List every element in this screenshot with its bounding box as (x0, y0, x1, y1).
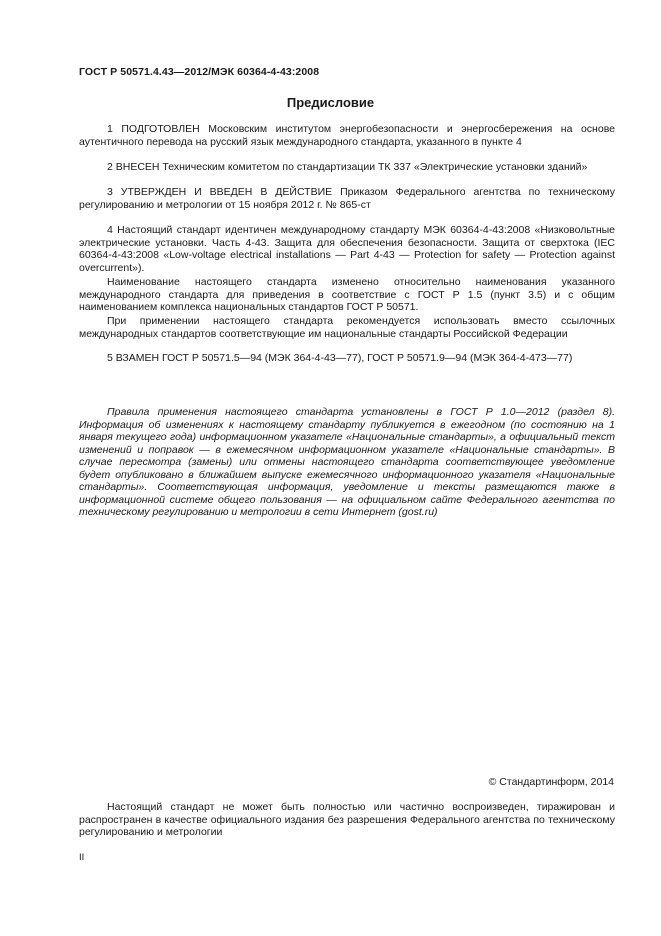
application-rules-notice: Правила применения настоящего стандарта установлены в ГОСТ Р 1.0—2012 (раздел 8). Информация об изменениях к настоящему стандарту публикуется в ежегодном (по состоянию на 1 января текущего года) информационном указателе «Национальные стандарты», а официальный текст изменений и поправок — в ежемесячном информационном указателе «Национальные стандарты». В случае пересмотра (замены) или отмены настоящего стандарта соответствующее уведомление будет опубликовано в ближайшем выпуске ежемесячного информационного указателя «Национальные стандарты». Соответствующая информация, уведомление и тексты размещаются также в информационной системе общего пользования — на официальном сайте Федерального агентства по техническому регулированию и метрологии в сети Интернет (gost.ru) (79, 406, 615, 518)
paragraph-3-approved: 3 УТВЕРЖДЕН И ВВЕДЕН В ДЕЙСТВИЕ Приказом Федерального агентства по техническому регулированию и метрологии от 15 ноября 2012 г. № 865-ст (79, 186, 615, 211)
paragraph-4-references: При применении настоящего стандарта рекомендуется использовать вместо ссылочных международных стандартов соответствующие им национальные стандарты Российской Федерации (79, 315, 615, 340)
paragraph-4-name-change: Наименование настоящего стандарта изменено относительно наименования указанного международного стандарта для приведения в соответствие с ГОСТ Р 1.5 (пункт 3.5) и с общим наименованием комплекса национальных стандартов ГОСТ Р 50571. (79, 276, 615, 313)
page-title: Предисловие (286, 95, 375, 110)
paragraph-1-prepared-by: 1 ПОДГОТОВЛЕН Московским институтом энергобезопасности и энергосбережения на основе аутентичного перевода на русский язык международного стандарта, указанного в пункте 4 (79, 123, 615, 148)
page-number: II (79, 852, 85, 863)
copyright-notice: © Стандартинформ, 2014 (488, 776, 614, 788)
document-designation: ГОСТ Р 50571.4.43—2012/МЭК 60364-4-43:2008 (79, 66, 320, 78)
paragraph-5-replaces: 5 ВЗАМЕН ГОСТ Р 50571.5—94 (МЭК 364-4-43—77), ГОСТ Р 50571.9—94 (МЭК 364-4-473—77) (107, 352, 573, 364)
paragraph-4-identical-standard: 4 Настоящий стандарт идентичен международному стандарту МЭК 60364-4-43:2008 «Низковольтные электрические установки. Часть 4-43. Защита для обеспечения безопасности. Защита от сверхтока (IEC 60364-4-43:2008 «Low-voltage electrical installations — Part 4-43 — Protection for safety — Protection against overcurrent»). (79, 224, 615, 274)
paragraph-2-submitted-by: 2 ВНЕСЕН Техническим комитетом по стандартизации ТК 337 «Электрические установки зданий» (107, 161, 588, 173)
reproduction-restriction-text: Настоящий стандарт не может быть полностью или частично воспроизведен, тиражирован и распространен в качестве официального издания без разрешения Федерального агентства по техническому регулированию и метрологии (79, 801, 615, 838)
